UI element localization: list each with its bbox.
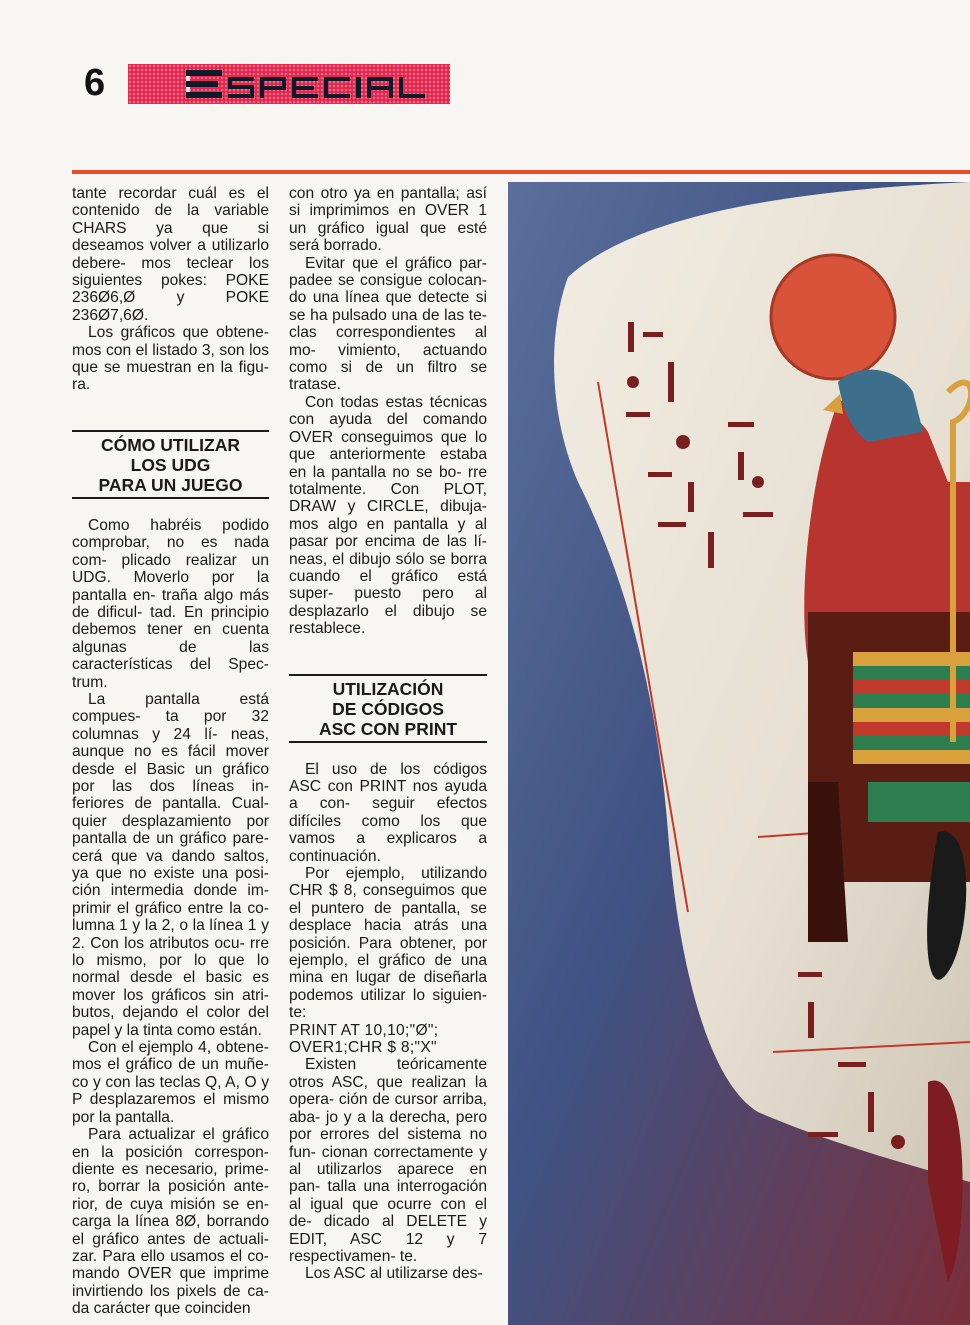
code-example: PRINT AT 10,10;"Ø"; OVER1;CHR $ 8;"X" [289,1021,439,1057]
papyrus-illustration [508,182,970,1325]
paragraph: Por ejemplo, utilizando CHR $ 8, conseguimos que el puntero de pantalla, se desplace hacia atrás una posición. Para obtener, por ejemplo, el gráfico de una mina en lugar de diseñarla podemos utilizar lo siguien- te: [289,865,487,1022]
paragraph: Con el ejemplo 4, obtene- mos el gráfico de un muñe- co y con las teclas Q, A, O y P desplazaremos el mismo por la pantalla. [72,1039,269,1126]
paragraph: tante recordar cuál es el contenido de la variable CHARS ya que si deseamos volver a utilizarlo debere- mos teclear los siguientes pokes: POKE 236Ø6,Ø y POKE 236Ø7,6Ø. [72,185,269,324]
heading-line: PARA UN JUEGO [98,474,243,495]
heading-line: LOS UDG [130,454,211,475]
paragraph: Como habréis podido comprobar, no es nada com- plicado realizar un UDG. Moverlo por la pantalla en- traña algo más de dificul- tad. En principio debemos tener en cuenta algunas de las características del Spec- trum. [72,516,269,691]
paragraph: La pantalla está compues- ta por 32 columnas y 24 lí- neas, aunque no es fácil mover desde el Basic un gráfico por las dos líneas in- feriores de pantalla. Cual- quier desplazamiento por pantalla de un gráfico pare- cerá que va dando saltos, ya que no existe una posi- ción intermedia donde im- primir el gráfico entre la co- lumna 1 y la 2, o la línea 1 y 2. Con los atributos ocu- rre lo mismo, por lo que lo normal desde el basic es mover los gráficos sin atri- butos, dejando el color del papel y la tinta como están. [72,690,269,1039]
especial-logo-lettering [128,64,450,104]
heading-line: DE CÓDIGOS [332,698,444,719]
paragraph: con otro ya en pantalla; así si imprimimos en OVER 1 un gráfico igual que esté será borrado. [289,185,487,255]
paragraph: Los ASC al utilizarse des- [305,1265,483,1283]
paragraph: Con todas estas técnicas con ayuda del comando OVER conseguimos que lo que anteriormente estaba en la pantalla no se bo- rre totalmente. Con PLOT, DRAW y CIRCLE, dibuja- mos algo en pantalla y al pasar por encima de las lí- neas, el dibujo sólo se borra cuando el gráfico está super- puesto pero al desplazarlo el dibujo se restablece. [289,393,487,638]
page-number: 6 [84,62,106,104]
egyptian-papyrus-photo [508,182,970,1325]
text-column-2 [289,185,487,1283]
heading-line: CÓMO UTILIZAR [100,434,240,455]
especial-logo [128,64,450,104]
text-column-1 [72,185,269,1318]
paragraph: Existen teóricamente otros ASC, que realizan la opera- ción de cursor arriba, aba- jo y a la derecha, pero por errores del sistema no fun- cionan correctamente y al utilizarlos aparece en pan- talla una interrogación al igual que ocurre con el de- dicado al DELETE y EDIT, ASC 12 y 7 respectivamen- te. [289,1056,487,1265]
paragraph: Evitar que el gráfico par- padee se consigue colocan- do una línea que detecte si se ha pulsado una de las te- clas correspondientes al mo- vimiento, actuando como si de un filtro se tratase. [289,254,487,394]
paragraph: Los gráficos que obtene- mos con el listado 3, son los que se muestran en la figu- ra. [72,324,269,394]
paragraph: El uso de los códigos ASC con PRINT nos ayuda a con- seguir efectos difíciles como los que vamos a explicaros a continuación. [289,760,487,865]
heading-line: ASC CON PRINT [318,718,458,739]
section-heading-asc [289,674,487,743]
paragraph: Para actualizar el gráfico en la posición correspon- diente es necesario, prime- ro, borrar la posición ante- rior, de cuya misión se en- carga la línea 8Ø, borrando el gráfico antes de actuali- zar. Para ello usamos el co- mando OVER que imprime invirtiendo los pixels de ca- da carácter que coinciden [72,1126,269,1318]
heading-line: UTILIZACIÓN [332,678,444,699]
section-heading-udg [72,430,269,499]
header-rule [72,170,970,174]
